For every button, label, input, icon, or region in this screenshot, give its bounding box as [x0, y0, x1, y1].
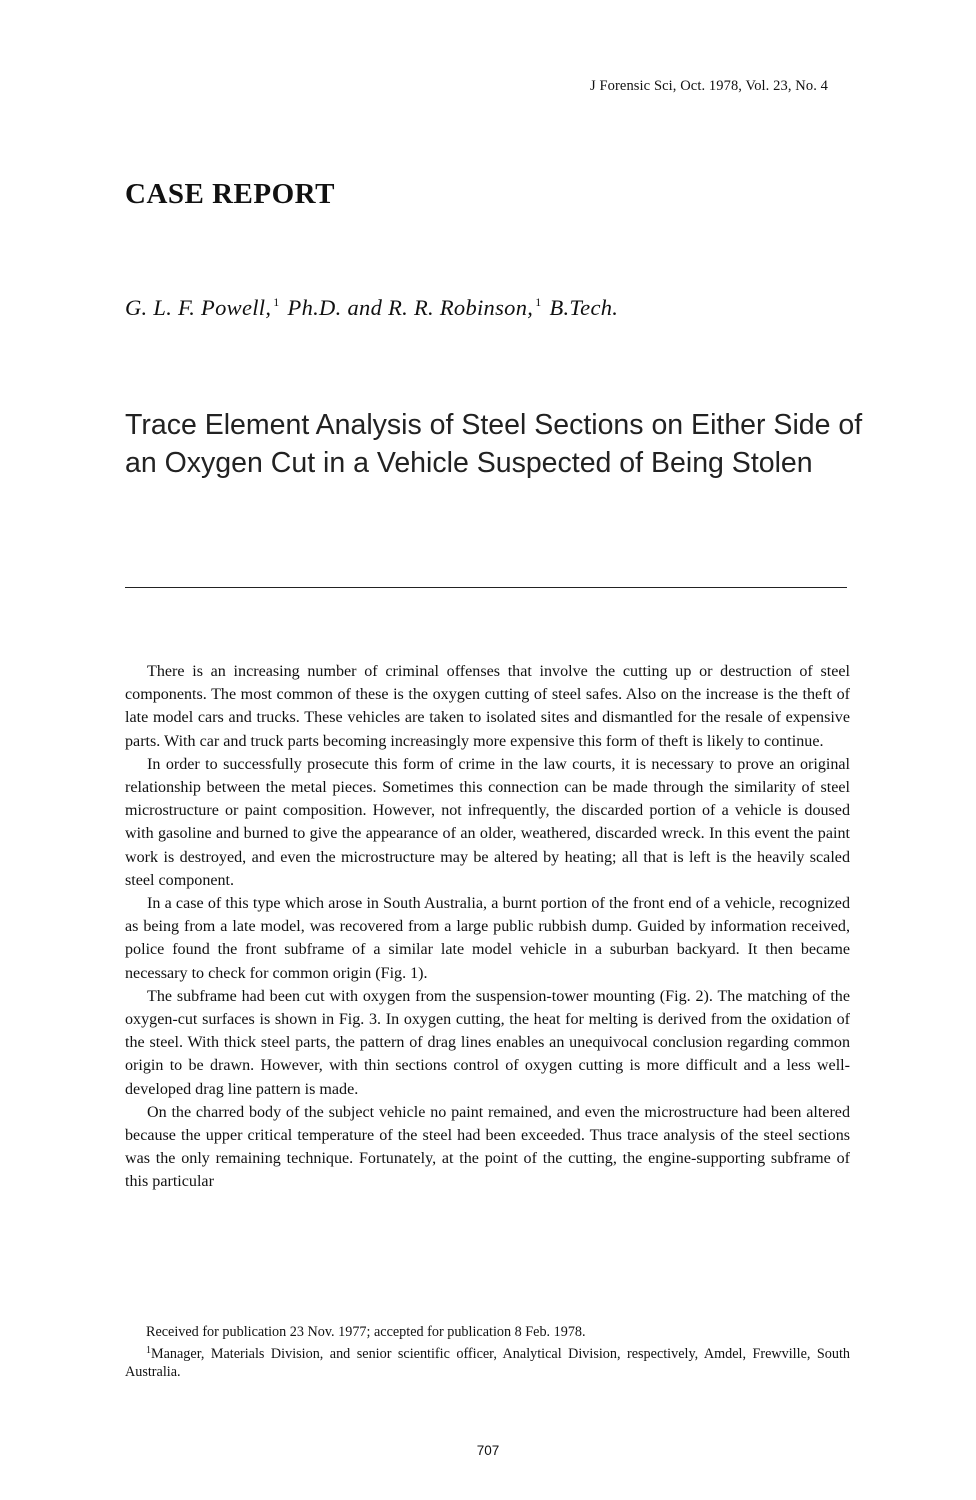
- affiliation-text: Manager, Materials Division, and senior scientific officer, Analytical Division, respectively, Amdel, Frewville, South Australia.: [125, 1345, 850, 1380]
- section-title: CASE REPORT: [125, 178, 335, 210]
- received-note: Received for publication 23 Nov. 1977; accepted for publication 8 Feb. 1978.: [146, 1324, 586, 1340]
- author-1-footnote-mark: 1: [273, 295, 280, 309]
- author-2-name: R. R. Robinson,: [388, 295, 534, 320]
- affiliation-footnote-mark: 1: [146, 1344, 151, 1356]
- article-body: [125, 660, 850, 1194]
- body-paragraph: In a case of this type which arose in South Australia, a burnt portion of the front end of a vehicle, recognized as being from a late model, was recovered from a large public rubbish dump. Guided by information received, police found the front subframe of a similar late model vehicle in a suburban backyard. It then became necessary to check for common origin (Fig. 1).: [125, 895, 850, 982]
- article-title: Trace Element Analysis of Steel Sections on Either Side of an Oxygen Cut in a Vehicle Suspected of Being Stolen: [125, 409, 863, 479]
- author-1-name: G. L. F. Powell,: [125, 295, 272, 320]
- body-paragraph: On the charred body of the subject vehicle no paint remained, and even the microstructure had been altered because the upper critical temperature of the steel had been exceeded. Thus trace analysis of the steel sections was the only remaining technique. Fortunately, at the point of the cutting, the engine-supporting subframe of this particular: [125, 1103, 850, 1191]
- footnotes: [125, 1323, 850, 1382]
- affiliation-note: [125, 1342, 850, 1382]
- author-2-degree: B.Tech.: [549, 295, 619, 320]
- author-conjunction: and: [347, 295, 383, 320]
- author-line: [125, 295, 618, 321]
- body-paragraph: The subframe had been cut with oxygen from the suspension-tower mounting (Fig. 2). The matching of the oxygen-cut surfaces is shown in Fig. 3. In oxygen cutting, the heat for melting is derived from the oxidation of the steel. With thick steel parts, the pattern of drag lines enables an unequivocal conclusion regarding common origin to be drawn. However, with thin sections control of oxygen cutting is more difficult and a less well-developed drag line pattern is made.: [125, 987, 850, 1098]
- author-1-degree: Ph.D.: [287, 295, 342, 320]
- body-paragraph: There is an increasing number of criminal offenses that involve the cutting up or destruction of steel components. The most common of these is the oxygen cutting of steel safes. Also on the increase is the theft of late model cars and trucks. These vehicles are taken to isolated sites and dismantled for the resale of expensive parts. With car and truck parts becoming increasingly more expensive this form of theft is likely to continue.: [125, 663, 850, 750]
- page-number: 707: [476, 1443, 500, 1458]
- title-divider: [125, 587, 847, 588]
- author-2-footnote-mark: 1: [535, 295, 542, 309]
- journal-reference: J Forensic Sci, Oct. 1978, Vol. 23, No. 4: [590, 78, 828, 94]
- body-paragraph: In order to successfully prosecute this form of crime in the law courts, it is necessary to prove an original relationship between the metal pieces. Sometimes this connection can be made through the similarity of steel microstructure or paint composition. However, not infrequently, the discarded portion of a vehicle is doused with gasoline and burned to give the appearance of an older, weathered, discarded wreck. In this event the paint work is destroyed, and even the microstructure may be altered by heating; all that is left is the heavily scaled steel component.: [125, 755, 850, 889]
